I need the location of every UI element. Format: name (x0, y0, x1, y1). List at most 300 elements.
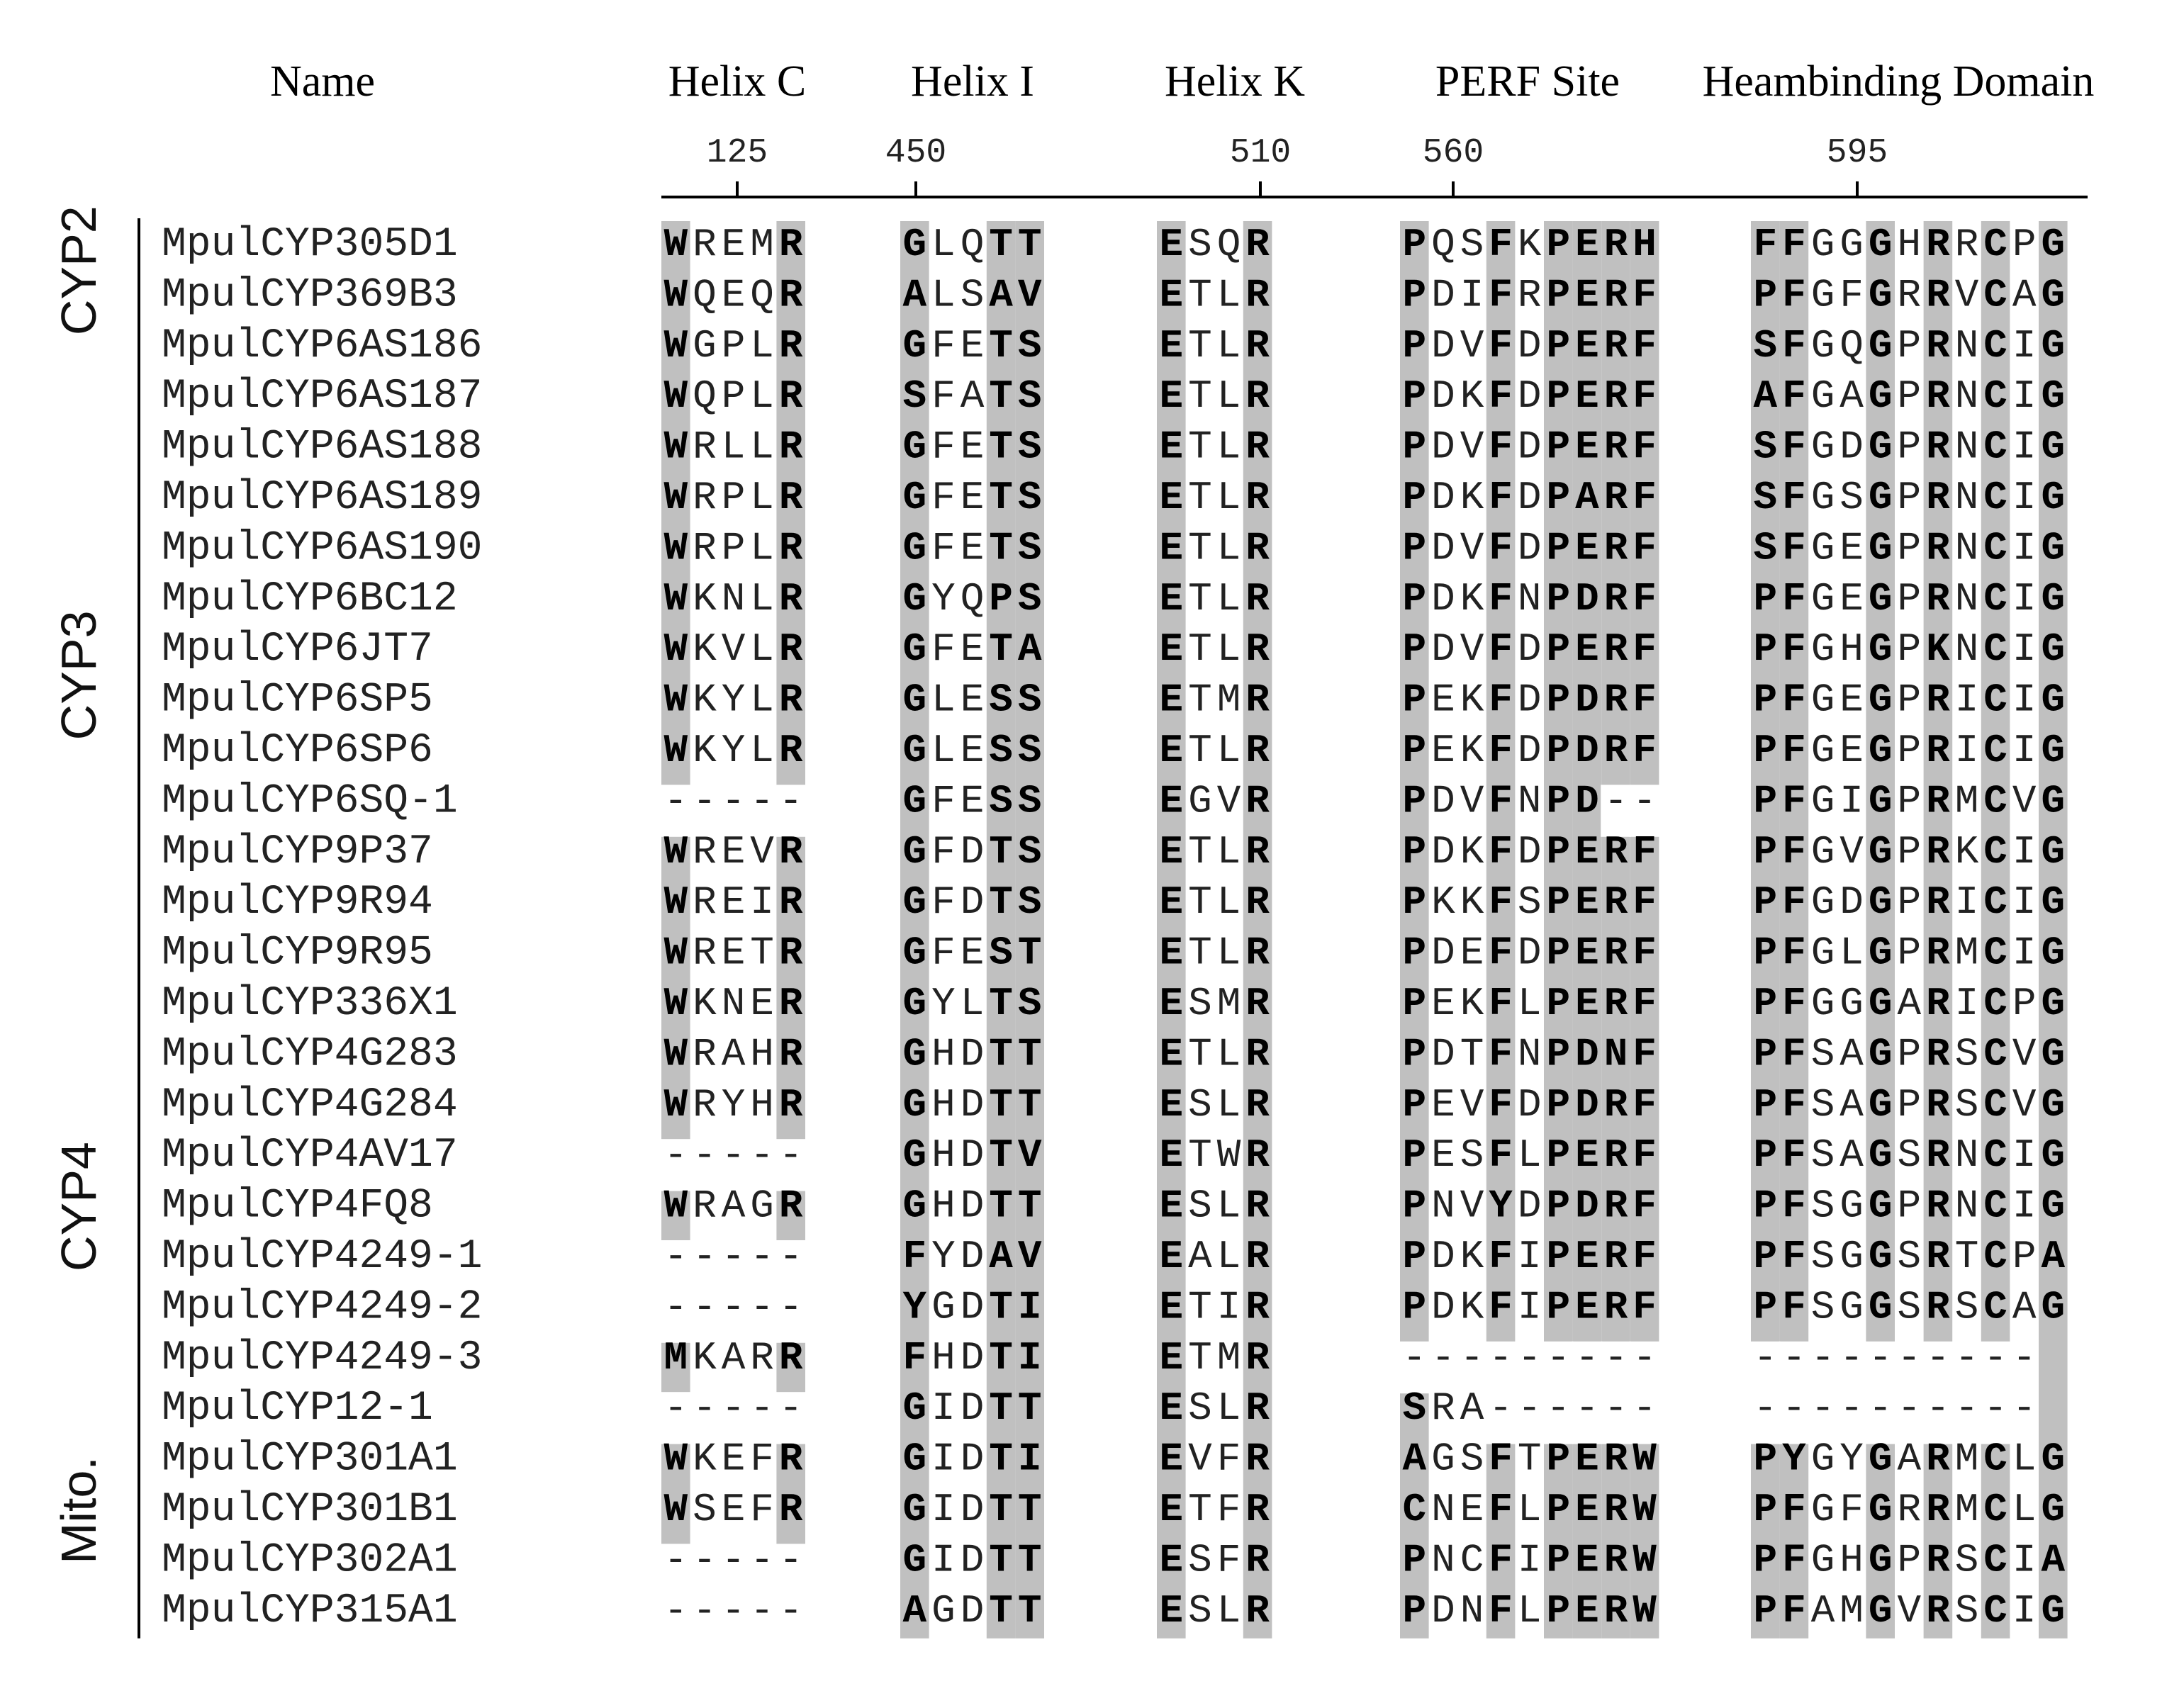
residue: E (721, 1436, 746, 1482)
residue: F (1782, 373, 1806, 420)
residue: P (1402, 1081, 1427, 1128)
residue: P (1546, 1537, 1571, 1583)
residue: F (1633, 373, 1657, 420)
residue: R (1245, 930, 1270, 976)
residue: G (1868, 1537, 1893, 1583)
residue: L (1517, 1587, 1542, 1634)
residue: T (989, 373, 1013, 420)
residue: P (1546, 1436, 1571, 1482)
residue: L (1517, 1133, 1542, 1179)
residue: F (1633, 1183, 1657, 1229)
residue: W (663, 1081, 688, 1128)
residue: - (693, 1537, 717, 1583)
residue: D (1431, 1031, 1455, 1077)
residue: R (778, 272, 803, 318)
residue: D (1431, 1587, 1455, 1634)
residue: - (1897, 1386, 1922, 1432)
residue: P (1546, 1133, 1571, 1179)
residue: R (1926, 222, 1950, 267)
residue: E (1431, 981, 1455, 1026)
sequence-name: MpulCYP305D1 (162, 222, 458, 268)
residue: T (1017, 1081, 1042, 1128)
residue: S (1753, 424, 1778, 470)
residue: R (1603, 1133, 1628, 1179)
residue: G (1868, 373, 1893, 420)
residue: D (1575, 575, 1599, 622)
residue: E (1159, 1081, 1184, 1128)
residue: G (1810, 778, 1835, 824)
residue: G (1810, 525, 1835, 571)
residue: E (1159, 981, 1184, 1026)
residue: G (902, 778, 927, 824)
residue: C (1983, 879, 2007, 926)
residue: I (1517, 1284, 1542, 1330)
residue: N (1954, 1183, 1979, 1229)
residue: F (1216, 1436, 1241, 1482)
residue: R (1245, 828, 1270, 875)
residue: T (989, 1183, 1013, 1229)
residue: E (1159, 828, 1184, 875)
residue: - (1402, 1334, 1427, 1381)
residue: N (1954, 626, 1979, 673)
residue: E (960, 525, 985, 571)
residue: F (1633, 728, 1657, 773)
residue: E (1159, 1133, 1184, 1179)
residue: G (2041, 930, 2066, 976)
residue: C (1983, 1081, 2007, 1128)
residue: S (1897, 1133, 1922, 1179)
residue: - (1546, 1386, 1571, 1432)
residue: R (1926, 828, 1950, 875)
residue: T (989, 1081, 1013, 1128)
residue: D (1517, 373, 1542, 420)
residue: D (1575, 1081, 1599, 1128)
residue: R (1245, 222, 1270, 267)
residue: L (2012, 1436, 2037, 1482)
residue: G (902, 981, 927, 1026)
residue: T (1188, 1031, 1212, 1077)
residue: P (1546, 728, 1571, 773)
residue: - (750, 1537, 774, 1583)
residue: G (2041, 272, 2066, 318)
residue: H (1633, 222, 1657, 267)
residue: - (1983, 1386, 2007, 1432)
residue: W (1216, 1133, 1241, 1179)
residue: H (931, 1334, 956, 1381)
residue: K (1460, 575, 1484, 622)
residue: D (960, 1334, 985, 1381)
residue: F (1489, 322, 1513, 369)
residue: D (960, 1284, 985, 1330)
residue: V (2012, 1081, 2037, 1128)
residue: F (1633, 677, 1657, 723)
residue: L (1517, 1487, 1542, 1532)
residue: R (750, 1334, 774, 1381)
residue: F (1782, 475, 1806, 520)
residue: A (1839, 1031, 1864, 1077)
residue: E (750, 981, 774, 1026)
residue: R (1926, 1487, 1950, 1532)
residue: F (1782, 1537, 1806, 1583)
residue: T (989, 626, 1013, 673)
residue: G (2041, 1031, 2066, 1077)
residue: - (1782, 1386, 1806, 1432)
residue: P (1753, 1537, 1778, 1583)
residue: S (1017, 525, 1042, 571)
residue: H (1897, 222, 1922, 267)
sequence-name: MpulCYP9R94 (162, 879, 433, 926)
residue: S (1017, 728, 1042, 773)
residue: D (1517, 677, 1542, 723)
residue: R (1926, 424, 1950, 470)
residue: P (1753, 1234, 1778, 1279)
residue: W (663, 272, 688, 318)
residue: S (989, 930, 1013, 976)
residue: I (1517, 1537, 1542, 1583)
residue: E (1575, 424, 1599, 470)
residue: S (989, 728, 1013, 773)
residue: N (1460, 1587, 1484, 1634)
header-helix-c: Helix C (668, 57, 807, 106)
residue: F (1633, 930, 1657, 976)
residue: R (1926, 1183, 1950, 1229)
residue: G (1810, 930, 1835, 976)
residue: N (1603, 1031, 1628, 1077)
residue: R (693, 1183, 717, 1229)
residue: E (1575, 981, 1599, 1026)
residue: Q (1216, 222, 1241, 267)
residue: G (2041, 424, 2066, 470)
residue: V (1460, 626, 1484, 673)
residue: P (1402, 1133, 1427, 1179)
residue: F (902, 1234, 927, 1279)
residue: Y (1782, 1436, 1806, 1482)
residue: G (1431, 1436, 1455, 1482)
residue: R (778, 575, 803, 622)
residue: W (663, 475, 688, 520)
residue: E (1159, 575, 1184, 622)
residue: G (902, 1436, 927, 1482)
residue: S (1017, 677, 1042, 723)
residue: R (778, 525, 803, 571)
residue: R (1926, 1031, 1950, 1077)
residue: P (1753, 272, 1778, 318)
residue: A (1839, 373, 1864, 420)
residue: R (1926, 1081, 1950, 1128)
residue: R (1245, 1537, 1270, 1583)
residue: P (2012, 981, 2037, 1026)
residue: N (1954, 424, 1979, 470)
residue: D (1431, 626, 1455, 673)
residue: D (1575, 1183, 1599, 1229)
residue: D (960, 1081, 985, 1128)
residue: P (1753, 1081, 1778, 1128)
residue: F (1489, 525, 1513, 571)
residue: P (1897, 575, 1922, 622)
residue: G (2041, 1183, 2066, 1229)
residue: P (1402, 1587, 1427, 1634)
residue: D (960, 1234, 985, 1279)
residue: G (1868, 626, 1893, 673)
residue: D (960, 1386, 985, 1432)
residue: D (1575, 728, 1599, 773)
residue: L (1216, 525, 1241, 571)
residue: M (1954, 1436, 1979, 1482)
residue: W (1633, 1487, 1657, 1532)
residue: R (1897, 1487, 1922, 1532)
residue: R (1245, 575, 1270, 622)
residue: - (721, 1284, 746, 1330)
residue: L (1216, 1234, 1241, 1279)
residue: F (931, 424, 956, 470)
sequence-name: MpulCYP6AS187 (162, 373, 483, 420)
residue: F (1489, 575, 1513, 622)
sequence-name: MpulCYP6SQ-1 (162, 778, 458, 825)
residue: E (721, 930, 746, 976)
residue: F (1782, 930, 1806, 976)
residue: R (1245, 778, 1270, 824)
residue: T (1017, 1031, 1042, 1077)
residue: P (1402, 981, 1427, 1026)
residue: - (693, 1234, 717, 1279)
residue: Q (693, 272, 717, 318)
residue: G (1839, 1234, 1864, 1279)
residue: R (1603, 728, 1628, 773)
residue: E (1839, 728, 1864, 773)
residue: F (1489, 828, 1513, 875)
residue: E (960, 424, 985, 470)
residue: E (960, 322, 985, 369)
residue: E (1159, 778, 1184, 824)
residue: D (960, 1587, 985, 1634)
residue: L (1216, 626, 1241, 673)
residue: R (1926, 778, 1950, 824)
residue: C (1983, 828, 2007, 875)
residue: P (1402, 272, 1427, 318)
residue: L (1216, 1386, 1241, 1432)
residue: S (1017, 575, 1042, 622)
residue: G (1810, 677, 1835, 723)
residue: F (750, 1436, 774, 1482)
residue: G (902, 475, 927, 520)
residue: P (1897, 424, 1922, 470)
residue: V (2012, 778, 2037, 824)
residue: L (1216, 728, 1241, 773)
residue: T (1017, 1487, 1042, 1532)
residue: R (693, 424, 717, 470)
residue: R (1926, 728, 1950, 773)
residue: F (931, 322, 956, 369)
residue: I (1954, 728, 1979, 773)
sequence-name: MpulCYP6AS190 (162, 525, 483, 572)
residue: - (1782, 1334, 1806, 1381)
residue: G (1810, 424, 1835, 470)
residue: D (1431, 778, 1455, 824)
residue: L (750, 424, 774, 470)
residue: G (1810, 981, 1835, 1026)
residue: V (2012, 1031, 2037, 1077)
residue: P (1753, 828, 1778, 875)
residue: T (1188, 373, 1212, 420)
residue: R (1926, 1133, 1950, 1179)
residue: - (663, 1234, 688, 1279)
residue: R (1603, 626, 1628, 673)
residue: G (1868, 1284, 1893, 1330)
residue: F (1753, 222, 1778, 267)
residue: P (1897, 778, 1922, 824)
residue: V (1460, 424, 1484, 470)
residue: N (721, 575, 746, 622)
residue: P (1402, 575, 1427, 622)
residue: R (1926, 677, 1950, 723)
residue: I (2012, 322, 2037, 369)
residue: M (750, 222, 774, 267)
residue: D (1431, 525, 1455, 571)
residue: T (1460, 1031, 1484, 1077)
residue: H (750, 1081, 774, 1128)
residue: A (1810, 1587, 1835, 1634)
residue: A (2041, 1234, 2066, 1279)
residue: S (1954, 1537, 1979, 1583)
residue: P (1402, 626, 1427, 673)
residue: S (1810, 1081, 1835, 1128)
residue: K (1517, 222, 1542, 267)
residue: C (1983, 677, 2007, 723)
residue: F (1782, 272, 1806, 318)
residue: H (931, 1031, 956, 1077)
residue: L (750, 373, 774, 420)
residue: G (2041, 322, 2066, 369)
residue: R (1245, 525, 1270, 571)
residue: C (1983, 575, 2007, 622)
residue: T (989, 525, 1013, 571)
residue: R (693, 475, 717, 520)
residue: P (1402, 373, 1427, 420)
residue: G (2041, 1587, 2066, 1634)
residue: F (1489, 778, 1513, 824)
residue: I (1460, 272, 1484, 318)
residue: R (778, 475, 803, 520)
residue: G (2041, 1436, 2066, 1482)
residue: T (1017, 1183, 1042, 1229)
residue: E (721, 1487, 746, 1532)
residue: G (1868, 778, 1893, 824)
residue: R (1603, 930, 1628, 976)
residue: F (1839, 272, 1864, 318)
residue: R (778, 728, 803, 773)
residue: A (721, 1183, 746, 1229)
residue: N (1954, 1133, 1979, 1179)
residue: R (778, 424, 803, 470)
residue: S (989, 677, 1013, 723)
residue: E (1159, 677, 1184, 723)
residue: R (778, 1081, 803, 1128)
residue: - (1633, 1386, 1657, 1432)
residue: L (1216, 272, 1241, 318)
residue: A (1839, 1133, 1864, 1179)
sequence-name: MpulCYP315A1 (162, 1587, 458, 1634)
residue: G (902, 1183, 927, 1229)
group-label: CYP2 (51, 206, 106, 336)
residue: E (1159, 1386, 1184, 1432)
residue: P (1897, 879, 1922, 926)
residue: S (1954, 1031, 1979, 1077)
residue: R (1603, 1234, 1628, 1279)
residue: D (1431, 828, 1455, 875)
residue: A (989, 272, 1013, 318)
residue: E (1575, 322, 1599, 369)
residue: E (1159, 322, 1184, 369)
residue: S (1753, 322, 1778, 369)
residue: E (1431, 1133, 1455, 1179)
residue: D (1431, 1234, 1455, 1279)
residue: F (1633, 1133, 1657, 1179)
residue: T (1188, 1284, 1212, 1330)
residue: L (750, 575, 774, 622)
residue: E (1431, 677, 1455, 723)
residue: R (1245, 1386, 1270, 1432)
residue: R (1245, 475, 1270, 520)
residue: G (1839, 1183, 1864, 1229)
sequence-name: MpulCYP6AS189 (162, 475, 483, 521)
residue: H (1839, 1537, 1864, 1583)
residue: S (1460, 222, 1484, 267)
residue: - (663, 1537, 688, 1583)
residue: E (960, 626, 985, 673)
residue: T (1188, 677, 1212, 723)
residue: K (1460, 677, 1484, 723)
residue: G (1810, 1537, 1835, 1583)
residue: S (1897, 1284, 1922, 1330)
residue: F (1216, 1487, 1241, 1532)
sequence-name: MpulCYP369B3 (162, 272, 458, 319)
residue: R (1245, 1081, 1270, 1128)
residue: T (989, 222, 1013, 267)
residue: E (1159, 525, 1184, 571)
residue: R (1954, 222, 1979, 267)
residue: I (1954, 677, 1979, 723)
sequence-name: MpulCYP4249-1 (162, 1234, 483, 1280)
residue: V (1216, 778, 1241, 824)
residue: G (1810, 222, 1835, 267)
residue: F (1782, 879, 1806, 926)
residue: Q (750, 272, 774, 318)
residue: T (989, 1334, 1013, 1381)
residue: S (1753, 525, 1778, 571)
residue: R (693, 1031, 717, 1077)
residue: D (960, 1436, 985, 1482)
residue: A (1188, 1234, 1212, 1279)
residue: K (693, 677, 717, 723)
residue: V (1017, 1133, 1042, 1179)
residue: F (1782, 1031, 1806, 1077)
residue: E (1575, 879, 1599, 926)
residue: V (750, 828, 774, 875)
residue: L (1216, 828, 1241, 875)
residue: F (931, 373, 956, 420)
residue: E (1575, 626, 1599, 673)
residue: E (1159, 1436, 1184, 1482)
residue: E (1575, 373, 1599, 420)
residue: P (1402, 424, 1427, 470)
residue: P (1402, 930, 1427, 976)
residue: E (1159, 1284, 1184, 1330)
residue: P (1546, 626, 1571, 673)
residue: R (778, 677, 803, 723)
residue: Y (1489, 1183, 1513, 1229)
residue: D (1517, 322, 1542, 369)
residue: F (931, 828, 956, 875)
